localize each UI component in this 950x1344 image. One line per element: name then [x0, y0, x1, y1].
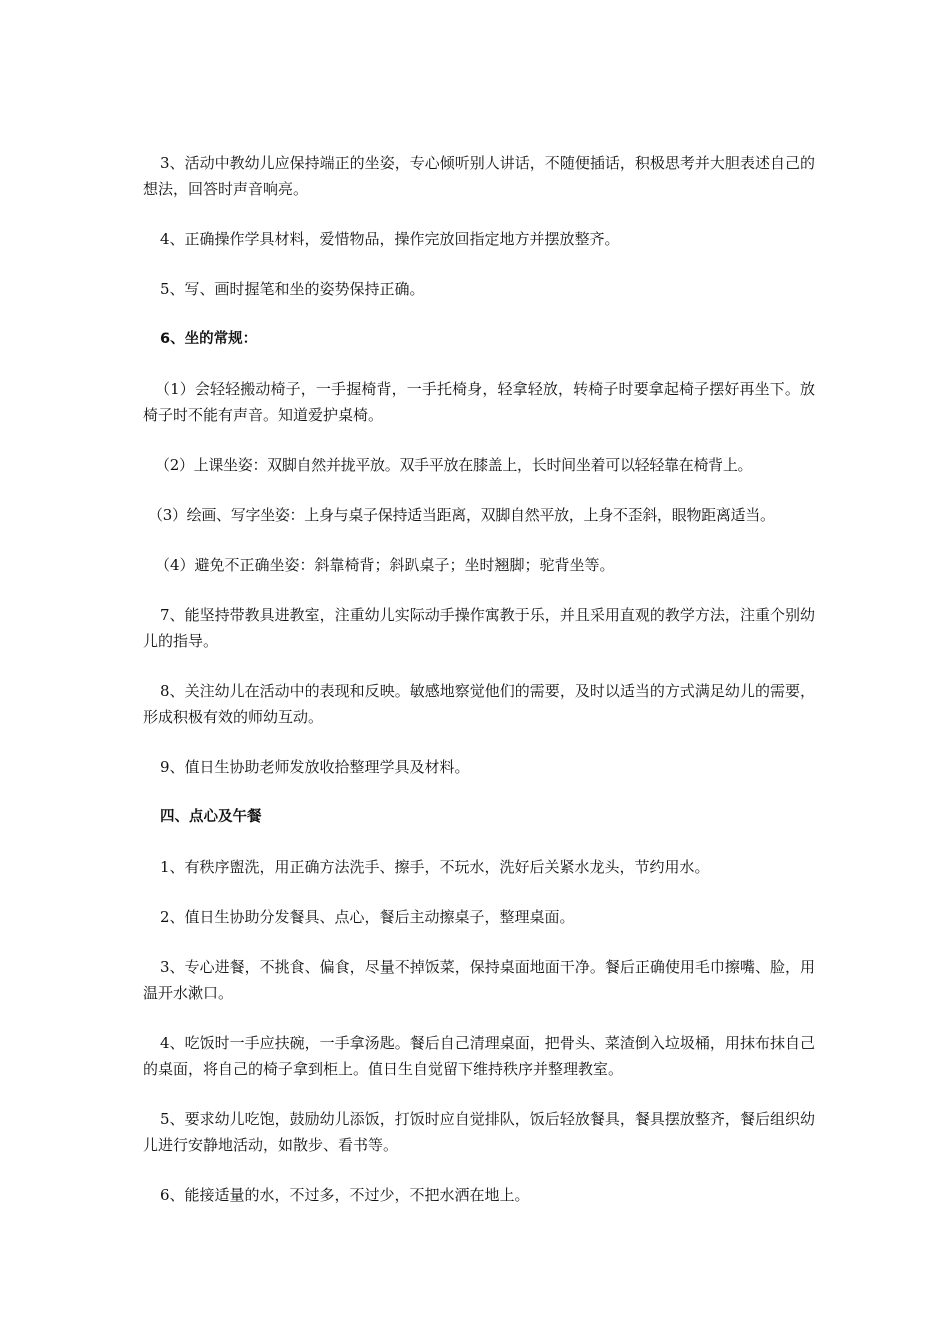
paragraph-item-7: 7、能坚持带教具进教室，注重幼儿实际动手操作寓教于乐，并且采用直观的教学方法，注重个别幼儿的指导。 [143, 606, 815, 650]
paragraph-meal-item-4: 4、吃饭时一手应扶碗，一手拿汤匙。餐后自己清理桌面，把骨头、菜渣倒入垃圾桶，用抹布抹自己的桌面，将自己的椅子拿到柜上。值日生自觉留下维持秩序并整理教室。 [143, 1034, 815, 1078]
paragraph-sub-item-2: （2）上课坐姿：双脚自然并拢平放。双手平放在膝盖上，长时间坐着可以轻轻靠在椅背上。 [155, 456, 753, 474]
paragraph-meal-item-2: 2、值日生协助分发餐具、点心，餐后主动擦桌子，整理桌面。 [160, 908, 575, 926]
paragraph-meal-item-3: 3、专心进餐，不挑食、偏食，尽量不掉饭菜，保持桌面地面干净。餐后正确使用毛巾擦嘴、脸，用温开水漱口。 [143, 958, 815, 1002]
paragraph-sub-item-3: （3）绘画、写字坐姿：上身与桌子保持适当距离，双脚自然平放，上身不歪斜，眼物距离适当。 [148, 506, 775, 524]
paragraph-sub-item-4: （4）避免不正确坐姿：斜靠椅背；斜趴桌子；坐时翘脚；驼背坐等。 [155, 556, 615, 574]
section-heading-snack-lunch: 四、点心及午餐 [160, 809, 262, 825]
paragraph-item-3: 3、活动中教幼儿应保持端正的坐姿，专心倾听别人讲话，不随便插话，积极思考并大胆表述自己的想法，回答时声音响亮。 [143, 154, 815, 198]
paragraph-sub-item-1: （1）会轻轻搬动椅子，一手握椅背，一手托椅身，轻拿轻放，转椅子时要拿起椅子摆好再坐下。放椅子时不能有声音。知道爱护桌椅。 [143, 380, 815, 424]
paragraph-meal-item-5: 5、要求幼儿吃饱，鼓励幼儿添饭，打饭时应自觉排队，饭后轻放餐具，餐具摆放整齐，餐后组织幼儿进行安静地活动，如散步、看书等。 [143, 1110, 815, 1154]
paragraph-item-4: 4、正确操作学具材料，爱惜物品，操作完放回指定地方并摆放整齐。 [160, 230, 620, 248]
paragraph-item-8: 8、关注幼儿在活动中的表现和反映。敏感地察觉他们的需要，及时以适当的方式满足幼儿的需要，形成积极有效的师幼互动。 [143, 682, 815, 726]
paragraph-item-9: 9、值日生协助老师发放收拾整理学具及材料。 [160, 758, 470, 776]
paragraph-item-5: 5、写、画时握笔和坐的姿势保持正确。 [160, 280, 425, 298]
section-heading-sitting-rules: 6、坐的常规： [160, 331, 258, 347]
paragraph-meal-item-1: 1、有秩序盥洗，用正确方法洗手、擦手，不玩水，洗好后关紧水龙头，节约用水。 [160, 858, 710, 876]
document-body [143, 150, 815, 1232]
paragraph-meal-item-6: 6、能接适量的水，不过多，不过少，不把水洒在地上。 [160, 1186, 530, 1204]
